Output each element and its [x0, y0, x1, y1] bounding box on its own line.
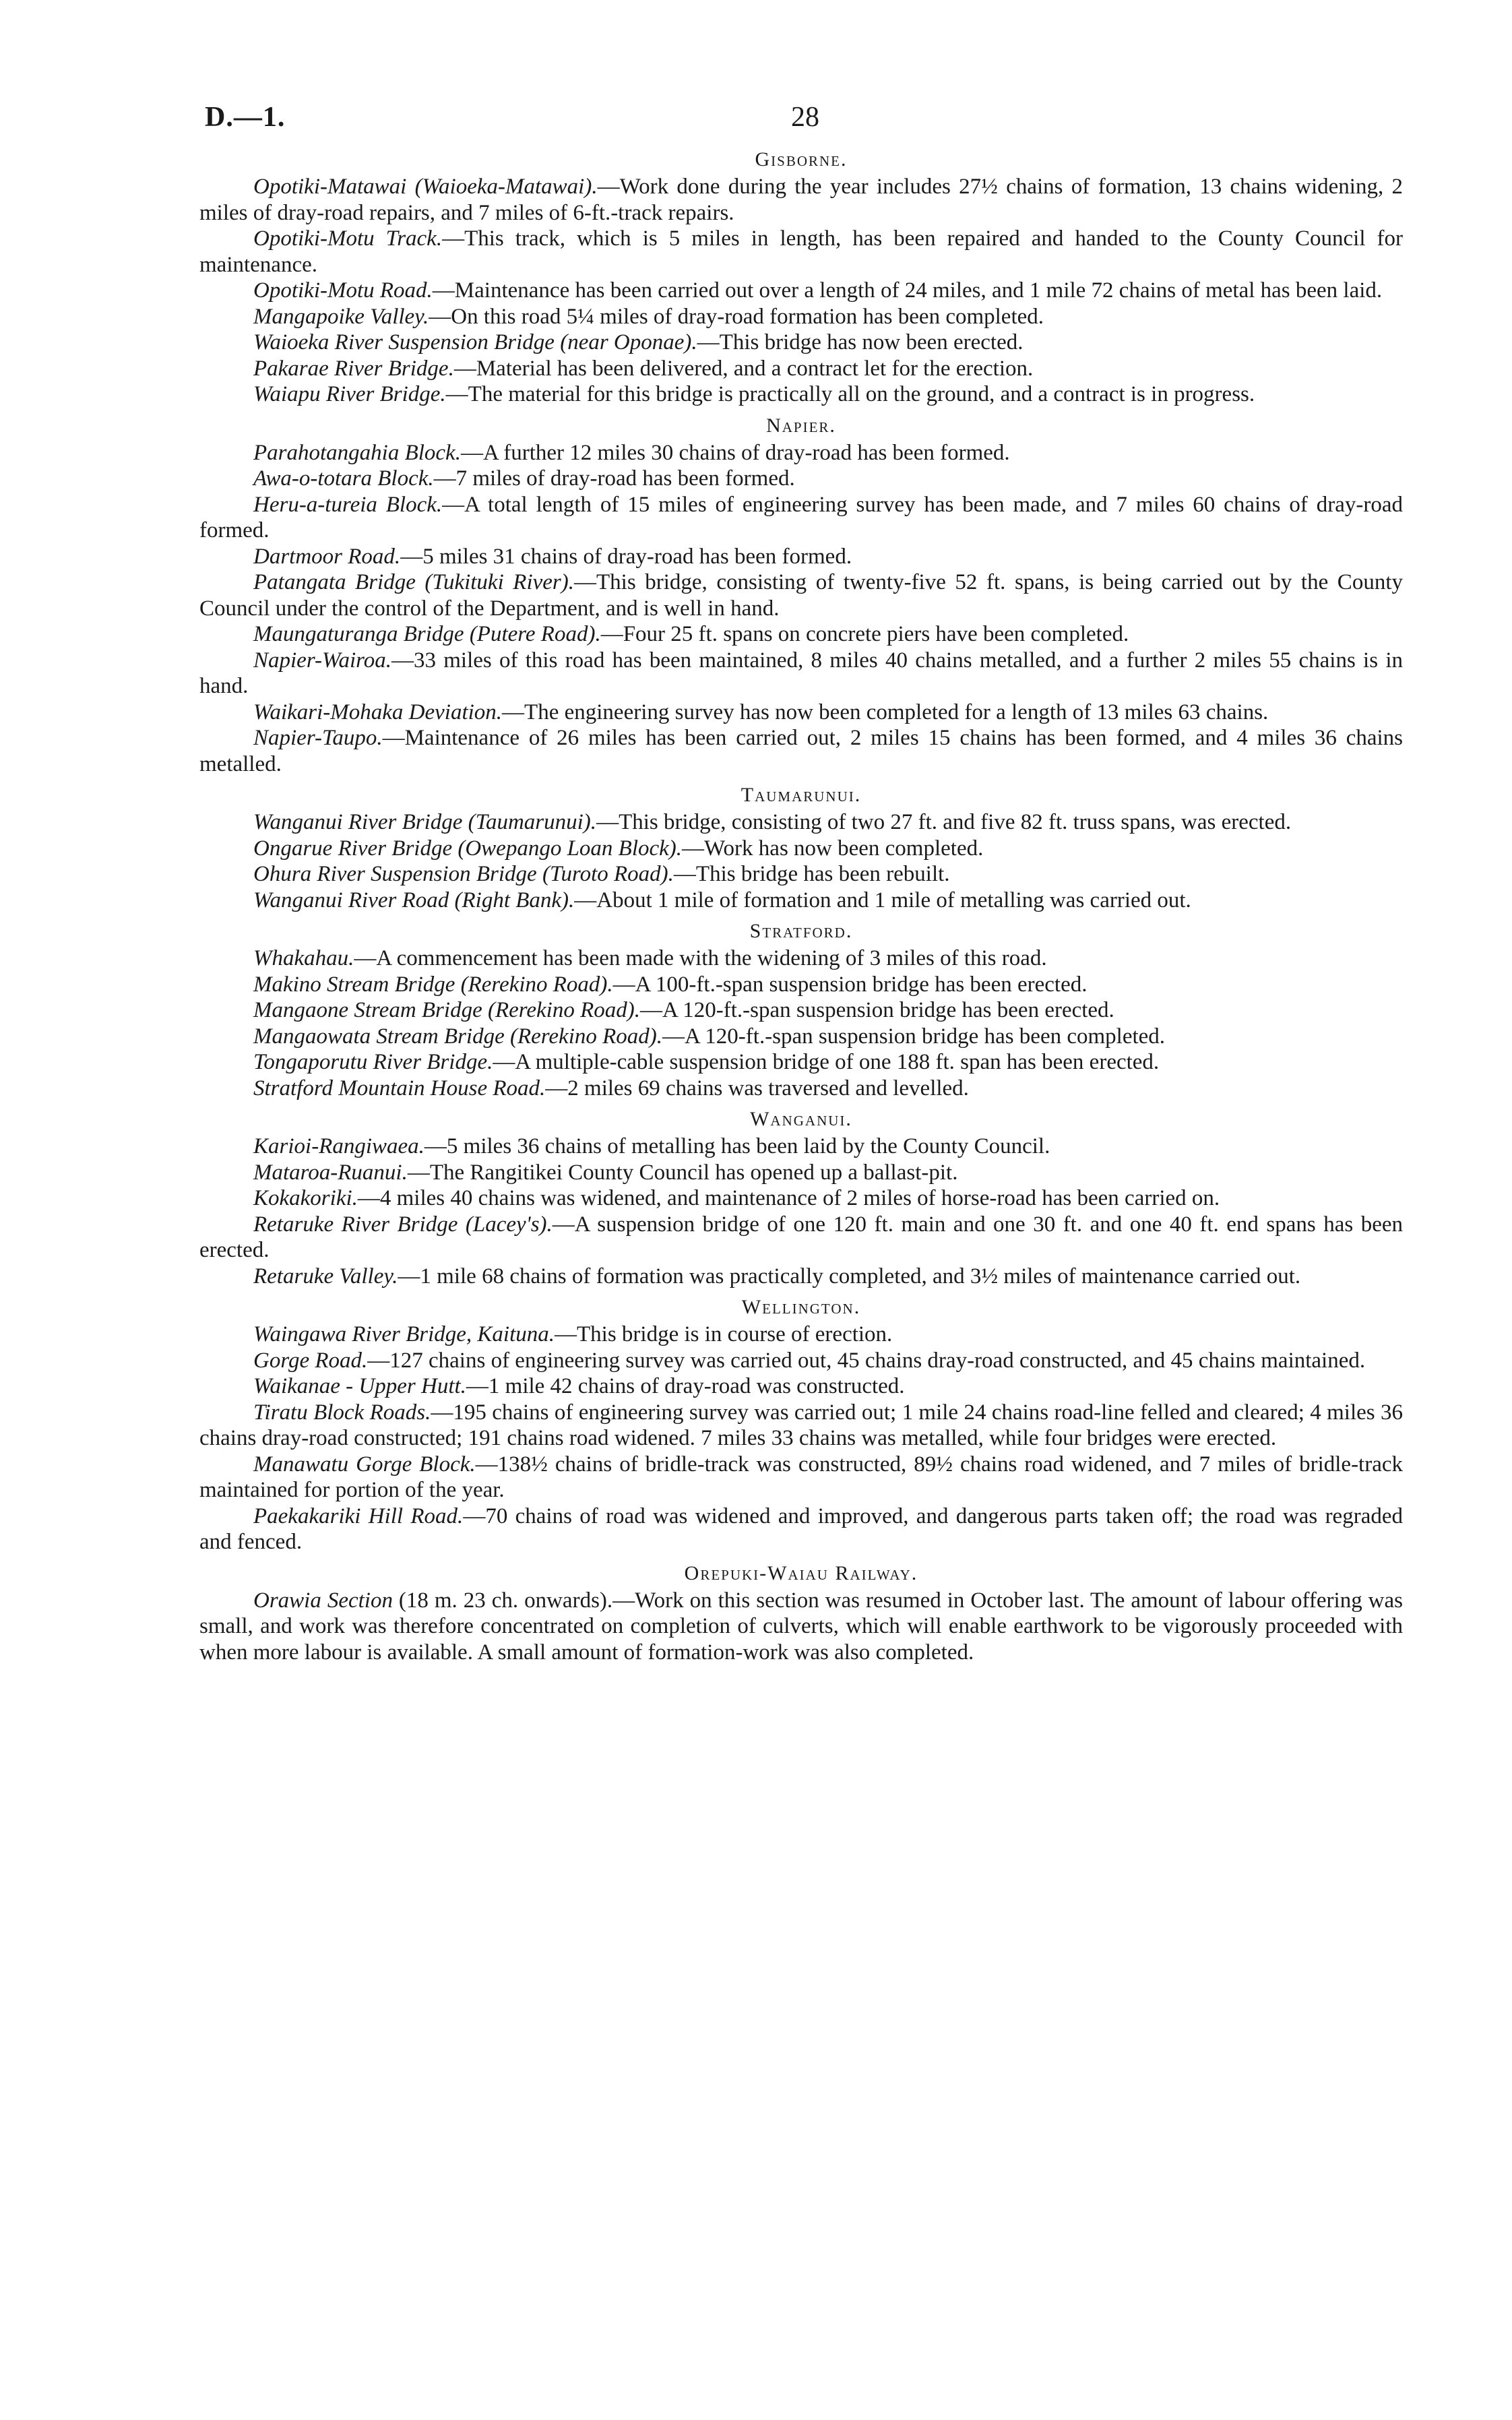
item-text: —138½ chains of bridle-track was constructed, 89½ chains road widened, and 7 miles of bridle-track maintained for portion of the year.	[199, 1452, 1404, 1502]
item-title: Mangaowata Stream Bridge (Rerekino Road).	[253, 1024, 663, 1049]
section	[199, 1562, 1403, 1666]
paragraph	[199, 1076, 1403, 1102]
item-text: —A further 12 miles 30 chains of dray-road has been formed.	[460, 440, 1010, 465]
paragraph	[199, 725, 1403, 777]
item-text: —1 mile 42 chains of dray-road was constructed.	[466, 1374, 905, 1398]
item-text: —The Rangitikei County Council has opened up a ballast-pit.	[407, 1160, 958, 1185]
item-title: Dartmoor Road.	[253, 544, 401, 569]
item-text: —A suspension bridge of one 120 ft. main and one 30 ft. and one 40 ft. end spans has been erected.	[199, 1212, 1403, 1262]
paragraph	[199, 1373, 1403, 1400]
paragraph	[199, 1322, 1403, 1348]
paragraph	[199, 1503, 1403, 1555]
item-text: —5 miles 31 chains of dray-road has been formed.	[400, 544, 852, 569]
section	[199, 148, 1403, 408]
paragraph	[199, 569, 1403, 621]
item-text: (18 m. 23 ch. onwards).—Work on this section was resumed in October last. The amount of labour offering was small, and work was therefore concentrated on completion of culverts, which will enable earthwork to be vigorously proceeded with when more labour is available. A small amount of formation-work was also completed.	[199, 1588, 1403, 1665]
item-text: —70 chains of road was widened and improved, and dangerous parts taken off; the road was regraded and fenced.	[199, 1503, 1403, 1554]
item-title: Karioi-Rangiwaea.	[253, 1134, 424, 1158]
item-text: —2 miles 69 chains was traversed and levelled.	[545, 1076, 969, 1100]
paragraph	[199, 648, 1403, 700]
paragraph	[199, 356, 1403, 382]
paragraph	[199, 1024, 1403, 1050]
item-text: —Material has been delivered, and a contract let for the erection.	[453, 356, 1034, 381]
item-title: Mataroa-Ruanui.	[253, 1160, 408, 1185]
item-text: —A 120-ft.-span suspension bridge has been erected.	[640, 998, 1114, 1022]
paragraph	[199, 997, 1403, 1024]
item-title: Awa-o-totara Block.	[253, 466, 434, 491]
item-text: —A 120-ft.-span suspension bridge has been completed.	[662, 1024, 1166, 1049]
item-title: Tiratu Block Roads.	[253, 1400, 431, 1425]
item-text: —Work done during the year includes 27½ chains of formation, 13 chains widening, 2 miles of dray-road repairs, and 7 miles of 6-ft.-track repairs.	[199, 175, 1403, 225]
item-text: —Work has now been completed.	[682, 836, 984, 861]
item-title: Orawia Section	[253, 1588, 393, 1613]
item-title: Retaruke Valley.	[253, 1264, 398, 1289]
paragraph	[199, 972, 1403, 998]
item-title: Makino Stream Bridge (Rerekino Road).	[253, 972, 613, 997]
item-text: —A multiple-cable suspension bridge of one 188 ft. span has been erected.	[493, 1050, 1160, 1074]
section	[199, 920, 1403, 1101]
item-title: Patangata Bridge (Tukituki River).	[253, 570, 574, 594]
section	[199, 1108, 1403, 1289]
item-title: Ohura River Suspension Bridge (Turoto Road).	[253, 862, 674, 886]
section-heading: Orepuki-Waiau Railway.	[684, 1561, 918, 1584]
section-heading: Gisborne.	[755, 148, 848, 170]
item-text: —A 100-ft.-span suspension bridge has been erected.	[612, 972, 1088, 997]
item-text: —Maintenance has been carried out over a length of 24 miles, and 1 mile 72 chains of metal has been laid.	[432, 278, 1383, 303]
paragraph	[199, 1400, 1403, 1452]
item-text: —195 chains of engineering survey was carried out; 1 mile 24 chains road-line felled and cleared; 4 miles 36 chains dray-road constructed; 191 chains road widened. 7 miles 33 chains was metalled, while four bridges were erected.	[199, 1400, 1403, 1450]
item-text: —This bridge is in course of erection.	[555, 1322, 893, 1346]
item-title: Kokakoriki.	[253, 1186, 358, 1210]
item-text: —Maintenance of 26 miles has been carried out, 2 miles 15 chains has been formed, and 4 miles 36 chains metalled.	[199, 726, 1403, 776]
item-title: Waikari-Mohaka Deviation.	[253, 700, 503, 724]
item-text: —A commencement has been made with the widening of 3 miles of this road.	[354, 946, 1047, 970]
item-text: —On this road 5¼ miles of dray-road formation has been completed.	[429, 304, 1044, 329]
paragraph	[199, 809, 1403, 836]
paragraph	[199, 700, 1403, 726]
item-title: Waikanae - Upper Hutt.	[253, 1374, 466, 1398]
section	[199, 414, 1403, 778]
item-title: Stratford Mountain House Road.	[253, 1076, 546, 1100]
item-title: Gorge Road.	[253, 1348, 368, 1373]
item-title: Waioeka River Suspension Bridge (near Oponae).	[253, 330, 697, 354]
item-title: Mangapoike Valley.	[253, 304, 429, 329]
item-text: —127 chains of engineering survey was carried out, 45 chains dray-road constructed, and 45 chains maintained.	[367, 1348, 1366, 1373]
item-title: Ongarue River Bridge (Owepango Loan Block).	[253, 836, 683, 861]
section-heading: Napier.	[766, 414, 836, 437]
item-title: Opotiki-Motu Road.	[253, 278, 433, 303]
item-text: —This bridge, consisting of two 27 ft. and five 82 ft. truss spans, was erected.	[596, 810, 1292, 834]
item-title: Maungaturanga Bridge (Putere Road).	[253, 622, 601, 646]
paragraph	[199, 544, 1403, 570]
item-title: Napier-Taupo.	[253, 726, 383, 750]
item-text: —The engineering survey has now been completed for a length of 13 miles 63 chains.	[502, 700, 1269, 724]
paragraph	[199, 381, 1403, 408]
item-title: Wanganui River Road (Right Bank).	[253, 888, 575, 912]
paragraph	[199, 1212, 1403, 1264]
item-text: —This bridge has been rebuilt.	[673, 862, 950, 886]
paragraph	[199, 621, 1403, 648]
paragraph	[199, 174, 1403, 226]
item-title: Pakarae River Bridge.	[253, 356, 454, 381]
document-reference: D.—1.	[205, 102, 286, 133]
paragraph	[199, 861, 1403, 888]
paragraph	[199, 304, 1403, 330]
document-body	[199, 148, 1403, 1665]
paragraph	[199, 1452, 1403, 1503]
page-header	[199, 101, 1403, 142]
item-title: Mangaone Stream Bridge (Rerekino Road).	[253, 998, 640, 1022]
paragraph	[199, 1134, 1403, 1160]
item-title: Manawatu Gorge Block.	[253, 1452, 476, 1477]
paragraph	[199, 226, 1403, 278]
section-heading: Stratford.	[749, 920, 853, 942]
item-text: —This bridge has now been erected.	[697, 330, 1023, 354]
section-heading: Taumarunui.	[741, 784, 862, 806]
item-text: —About 1 mile of formation and 1 mile of metalling was carried out.	[574, 888, 1191, 912]
item-text: —7 miles of dray-road has been formed.	[433, 466, 795, 491]
paragraph	[199, 466, 1403, 492]
paragraph	[199, 1185, 1403, 1212]
item-title: Waiapu River Bridge.	[253, 382, 446, 406]
item-title: Wanganui River Bridge (Taumarunui).	[253, 810, 597, 834]
section-heading: Wanganui.	[750, 1108, 852, 1130]
item-title: Opotiki-Matawai (Waioeka-Matawai).	[253, 175, 598, 199]
item-title: Parahotangahia Block.	[253, 440, 461, 465]
item-text: —33 miles of this road has been maintained, 8 miles 40 chains metalled, and a further 2 miles 55 chains is in hand.	[199, 648, 1403, 698]
paragraph	[199, 1049, 1403, 1076]
paragraph	[199, 278, 1403, 304]
item-text: —The material for this bridge is practically all on the ground, and a contract is in progress.	[445, 382, 1255, 406]
document-page	[199, 101, 1403, 1665]
paragraph	[199, 330, 1403, 356]
item-text: —4 miles 40 chains was widened, and maintenance of 2 miles of horse-road has been carried on.	[357, 1186, 1220, 1210]
paragraph	[199, 1160, 1403, 1186]
paragraph	[199, 1264, 1403, 1290]
item-title: Napier-Wairoa.	[253, 648, 391, 673]
item-text: —5 miles 36 chains of metalling has been laid by the County Council.	[424, 1134, 1050, 1158]
paragraph	[199, 945, 1403, 972]
item-text: —This track, which is 5 miles in length, has been repaired and handed to the County Council for maintenance.	[199, 226, 1403, 277]
section	[199, 784, 1403, 913]
item-title: Whakahau.	[253, 946, 354, 970]
paragraph	[199, 1348, 1403, 1374]
item-title: Tongaporutu River Bridge.	[253, 1050, 493, 1074]
item-text: —1 mile 68 chains of formation was practically completed, and 3½ miles of maintenance carried out.	[398, 1264, 1301, 1289]
paragraph	[199, 492, 1403, 544]
item-text: —A total length of 15 miles of engineering survey has been made, and 7 miles 60 chains of dray-road formed.	[199, 492, 1403, 542]
item-title: Opotiki-Motu Track.	[253, 226, 443, 251]
item-title: Heru-a-tureia Block.	[253, 492, 443, 517]
item-title: Paekakariki Hill Road.	[253, 1503, 464, 1528]
section-heading: Wellington.	[741, 1296, 861, 1318]
paragraph	[199, 1588, 1403, 1666]
paragraph	[199, 836, 1403, 862]
item-text: —Four 25 ft. spans on concrete piers have been completed.	[600, 622, 1129, 646]
item-title: Retaruke River Bridge (Lacey's).	[253, 1212, 553, 1237]
paragraph	[199, 888, 1403, 914]
paragraph	[199, 440, 1403, 466]
page-number: 28	[791, 102, 819, 133]
section	[199, 1296, 1403, 1555]
item-text: —This bridge, consisting of twenty-five 52 ft. spans, is being carried out by the County Council under the control of the Department, and is well in hand.	[199, 570, 1403, 621]
item-title: Waingawa River Bridge, Kaituna.	[253, 1322, 555, 1346]
